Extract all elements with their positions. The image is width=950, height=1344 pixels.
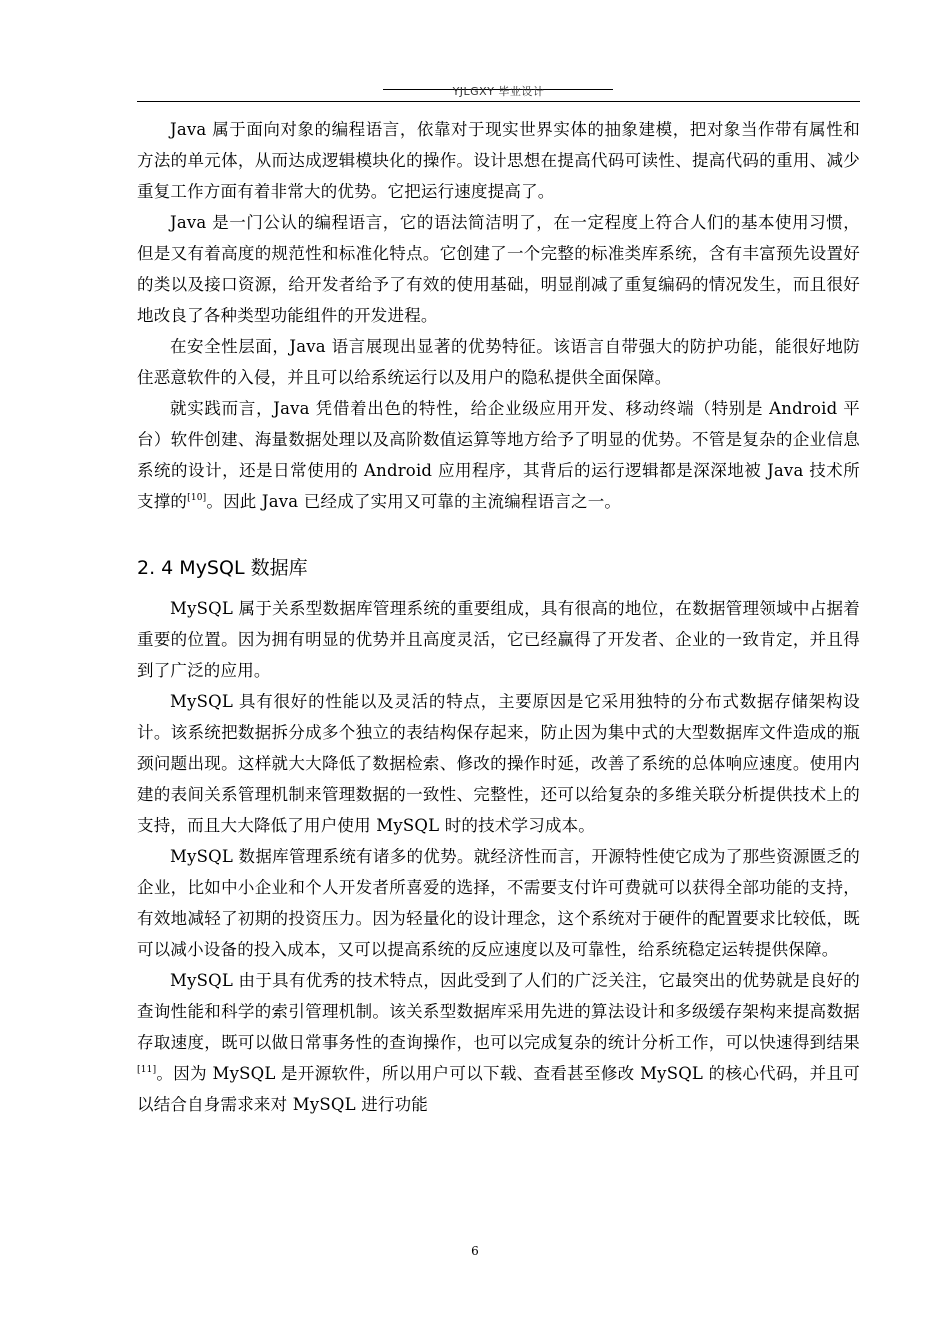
- header-rule: [137, 101, 860, 102]
- citation-ref: [10]: [187, 493, 207, 503]
- citation-ref: [11]: [137, 1065, 157, 1075]
- paragraph: MySQL 数据库管理系统有诸多的优势。就经济性而言，开源特性使它成为了那些资源匮乏的企业，比如中小企业和个人开发者所喜爱的选择，不需要支付许可费就可以获得全部功能的支持，有效地减轻了初期的投资压力。因为轻量化的设计理念，这个系统对于硬件的配置要求比较低，既可以减小设备的投入成本，又可以提高系统的反应速度以及可靠性，给系统稳定运转提供保障。: [137, 847, 860, 959]
- paragraph: Java 属于面向对象的编程语言，依靠对于现实世界实体的抽象建模，把对象当作带有属性和方法的单元体，从而达成逻辑模块化的操作。设计思想在提高代码可读性、提高代码的重用、减少重复工作方面有着非常大的优势。它把运行速度提高了。: [137, 120, 860, 201]
- paragraph: [137, 965, 860, 1120]
- header-title: YJLGXY 毕业设计: [452, 85, 545, 98]
- page-number: 6: [471, 1244, 479, 1258]
- paragraph-text: 。因为 MySQL 是开源软件，所以用户可以下载、查看甚至修改 MySQL 的核心代码，并且可以结合自身需求来对 MySQL 进行功能: [137, 1064, 860, 1114]
- paragraph: [137, 393, 860, 517]
- paragraph: MySQL 具有很好的性能以及灵活的特点，主要原因是它采用独特的分布式数据存储架构设计。该系统把数据拆分成多个独立的表结构保存起来，防止因为集中式的大型数据库文件造成的瓶颈问题出现。这样就大大降低了数据检索、修改的操作时延，改善了系统的总体响应速度。使用内建的表间关系管理机制来管理数据的一致性、完整性，还可以给复杂的多维关联分析提供技术上的支持，而且大大降低了用户使用 MySQL 时的技术学习成本。: [137, 692, 860, 835]
- paragraph: MySQL 属于关系型数据库管理系统的重要组成，具有很高的地位，在数据管理领域中占据着重要的位置。因为拥有明显的优势并且高度灵活，它已经赢得了开发者、企业的一致肯定，并且得到了广泛的应用。: [137, 599, 860, 680]
- paragraph: Java 是一门公认的编程语言，它的语法简洁明了，在一定程度上符合人们的基本使用习惯，但是又有着高度的规范性和标准化特点。它创建了一个完整的标准类库系统，含有丰富预先设置好的类以及接口资源，给开发者给予了有效的使用基础，明显削减了重复编码的情况发生，而且很好地改良了各种类型功能组件的开发进程。: [137, 213, 860, 325]
- paragraph-text: 。因此 Java 已经成了实用又可靠的主流编程语言之一。: [206, 492, 622, 511]
- paragraph-text: MySQL 由于具有优秀的技术特点，因此受到了人们的广泛关注，它最突出的优势就是良好的查询性能和科学的索引管理机制。该关系型数据库采用先进的算法设计和多级缓存架构来提高数据存取速度，既可以做日常事务性的查询操作，也可以完成复杂的统计分析工作，可以快速得到结果: [137, 971, 860, 1052]
- page-body: [137, 114, 860, 1120]
- page-header: [137, 78, 860, 102]
- section-heading: 2. 4 MySQL 数据库: [137, 557, 308, 579]
- paragraph-text: 就实践而言，Java 凭借着出色的特性，给企业级应用开发、移动终端（特别是 Android 平台）软件创建、海量数据处理以及高阶数值运算等地方给予了明显的优势。不管是复杂的企业信息系统的设计，还是日常使用的 Android 应用程序，其背后的运行逻辑都是深深地被 Java 技术所支撑的: [137, 399, 860, 511]
- paragraph: 在安全性层面，Java 语言展现出显著的优势特征。该语言自带强大的防护功能，能很好地防住恶意软件的入侵，并且可以给系统运行以及用户的隐私提供全面保障。: [137, 337, 860, 387]
